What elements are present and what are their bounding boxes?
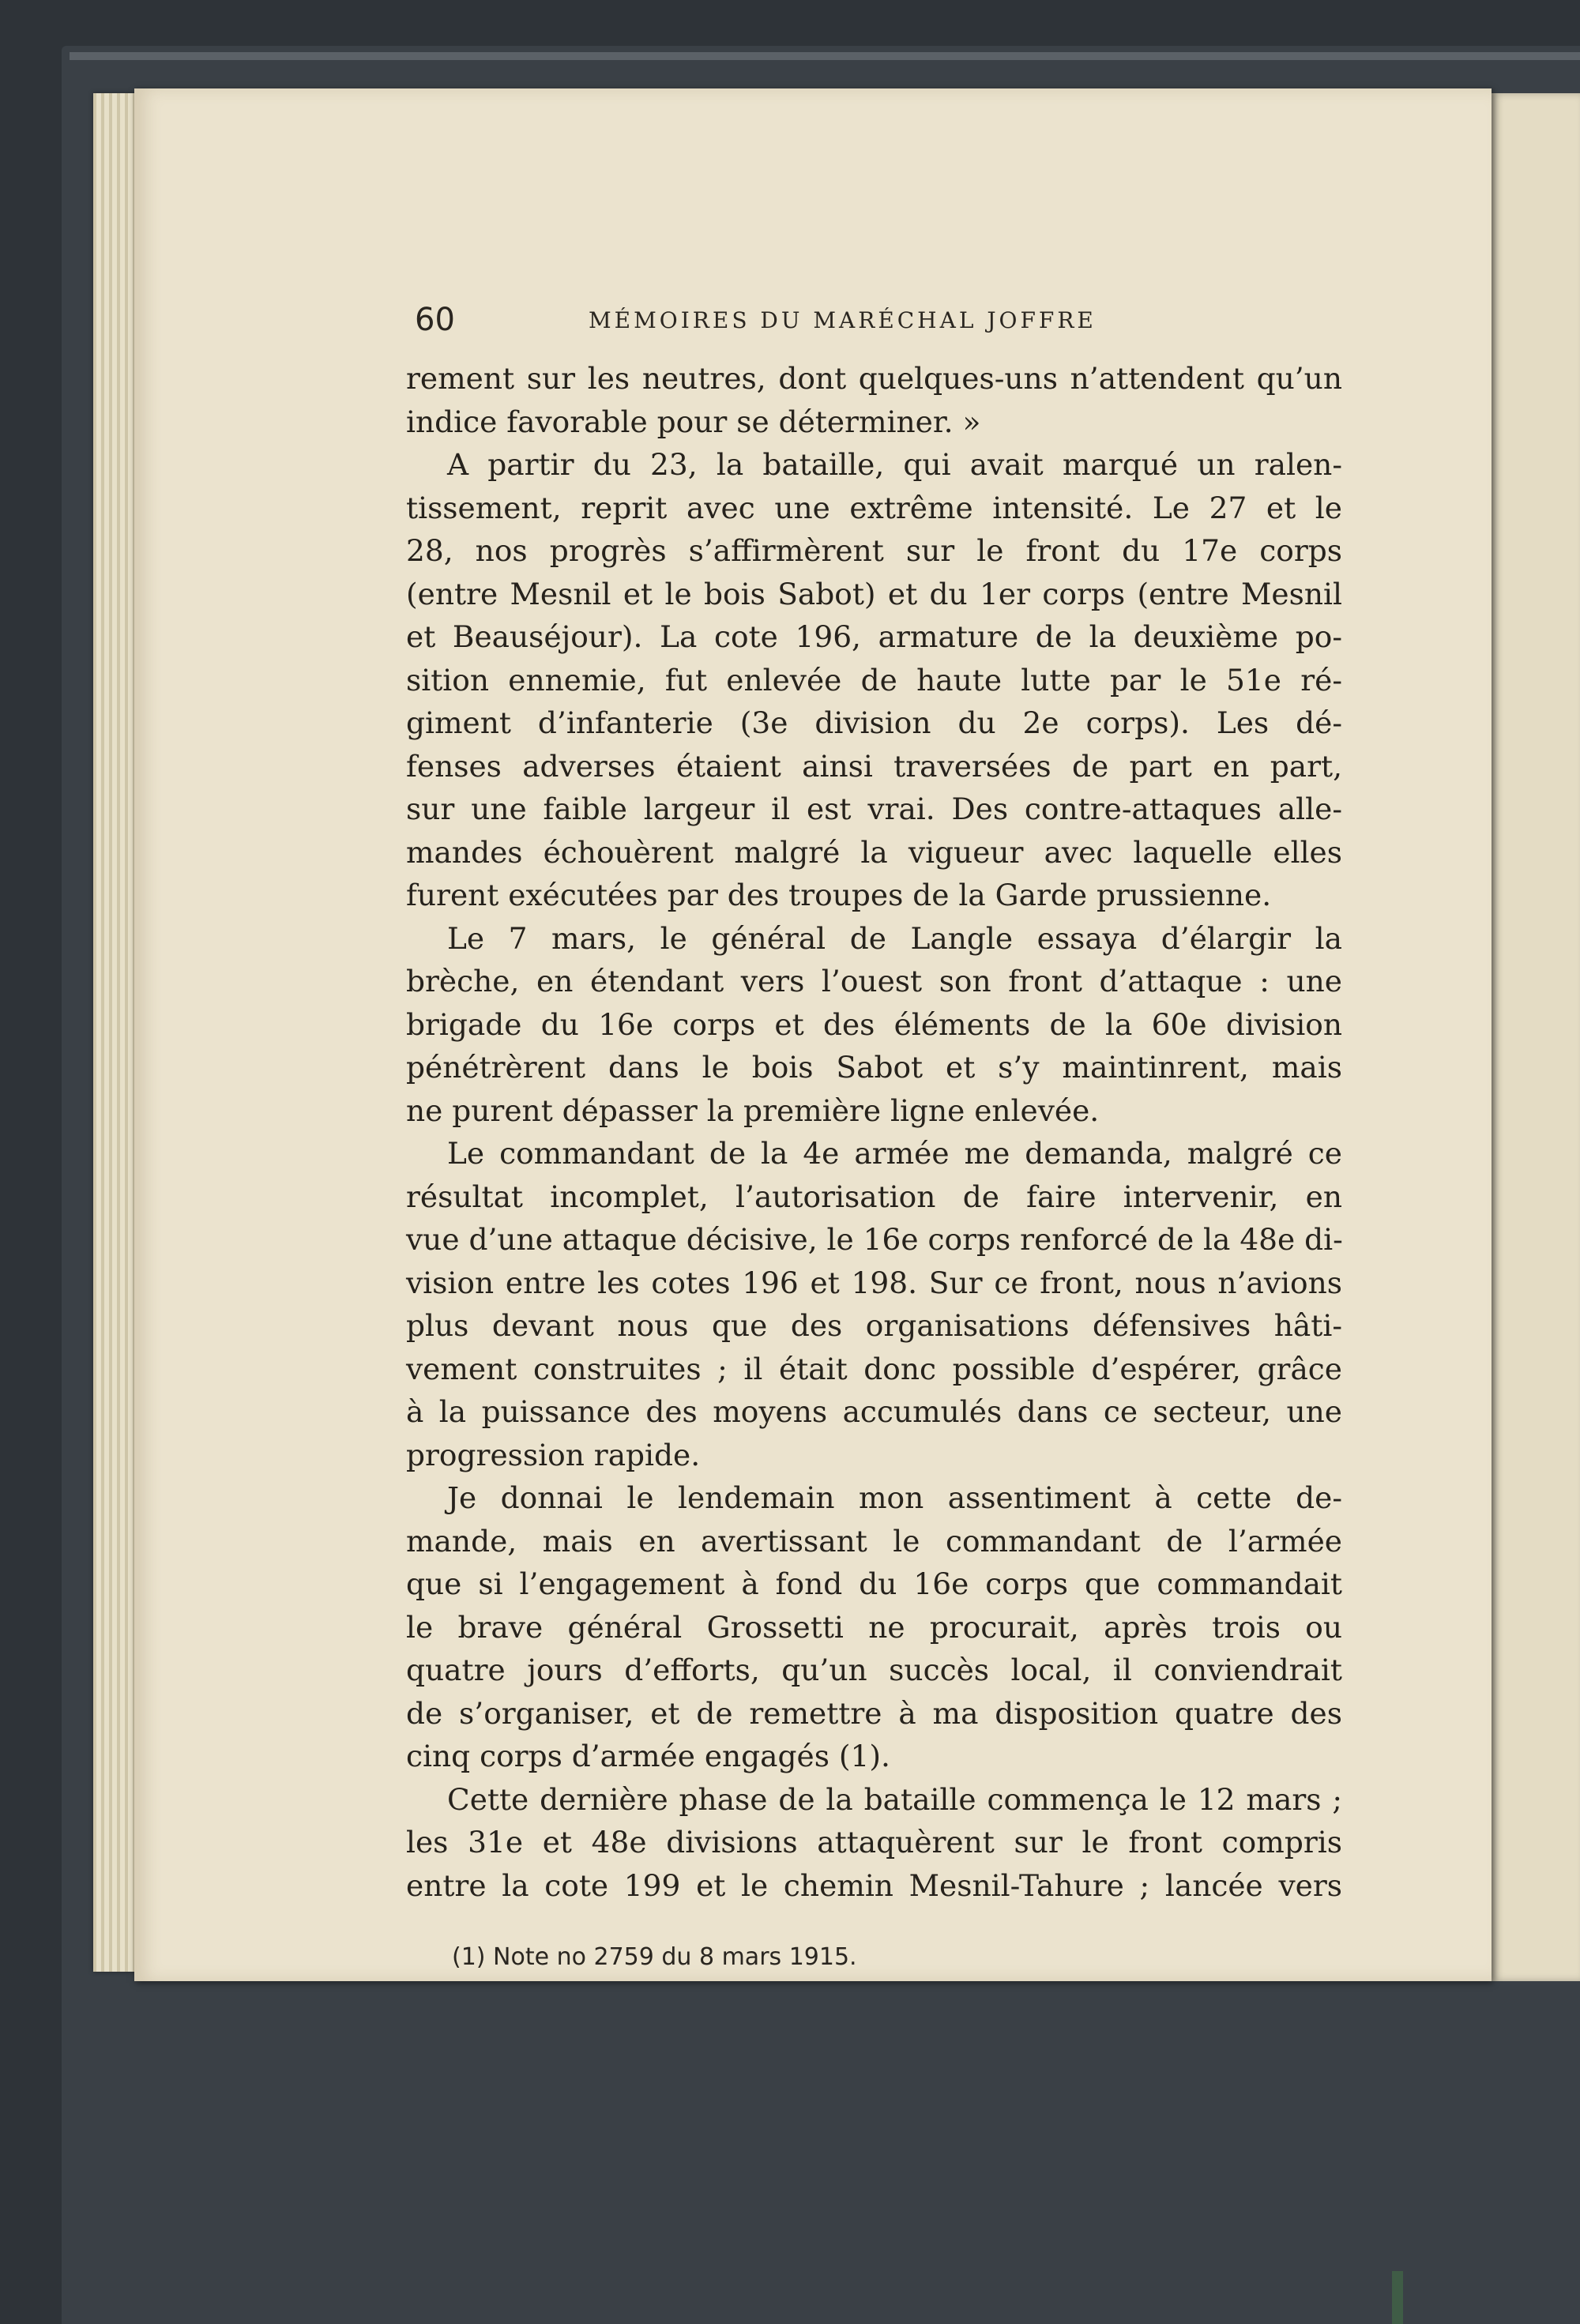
text-line: Le 7 mars, le général de Langle essaya d’élargir la: [447, 920, 1342, 956]
text-line: fenses adverses étaient ainsi traversées de part en part,: [406, 748, 1342, 784]
text-line: de s’organiser, et de remettre à ma disposition quatre des: [406, 1695, 1342, 1731]
text-line: A partir du 23, la bataille, qui avait marqué un ralen-: [447, 447, 1342, 482]
running-title: MÉMOIRES DU MARÉCHAL JOFFRE: [589, 307, 1097, 333]
body-text: [406, 357, 1342, 1907]
text-line: giment d’infanterie (3e division du 2e corps). Les dé-: [406, 705, 1342, 740]
text-line: pénétrèrent dans le bois Sabot et s’y maintinrent, mais: [406, 1050, 1342, 1085]
bookmark-ribbon: [1392, 2271, 1403, 2324]
text-line: cinq corps d’armée engagés (1).: [406, 1739, 890, 1773]
text-line: vement construites ; il était donc possible d’espérer, grâce: [406, 1351, 1342, 1386]
text-line: le brave général Grossetti ne procurait, après trois ou: [406, 1609, 1342, 1645]
text-line: (entre Mesnil et le bois Sabot) et du 1er corps (entre Mesnil: [406, 576, 1342, 611]
facing-page-edge: [1492, 93, 1580, 1981]
text-line: sur une faible largeur il est vrai. Des contre-attaques alle-: [406, 792, 1342, 826]
text-line: que si l’engagement à fond du 16e corps que commandait: [406, 1566, 1342, 1601]
text-line: vue d’une attaque décisive, le 16e corps renforcé de la 48e di-: [406, 1222, 1343, 1257]
text-line: mande, mais en avertissant le commandant de l’armée: [406, 1523, 1342, 1559]
text-line: brigade du 16e corps et des éléments de la 60e division: [406, 1006, 1342, 1042]
cover-edge: [70, 52, 1580, 60]
text-line: plus devant nous que des organisations défensives hâti-: [406, 1308, 1342, 1343]
text-line: quatre jours d’efforts, qu’un succès local, il conviendrait: [406, 1653, 1342, 1687]
text-line: Je donnai le lendemain mon assentiment à cette de-: [447, 1480, 1342, 1515]
text-line: indice favorable pour se déterminer. »: [406, 404, 981, 439]
text-line: brèche, en étendant vers l’ouest son front d’attaque : une: [406, 964, 1342, 998]
text-line: 28, nos progrès s’affirmèrent sur le front du 17e corps: [406, 533, 1342, 568]
text-line: tissement, reprit avec une extrême intensité. Le 27 et le: [406, 490, 1342, 525]
page-header: [415, 300, 1347, 340]
text-line: les 31e et 48e divisions attaquèrent sur le front compris: [406, 1825, 1342, 1860]
text-line: furent exécutées par des troupes de la Garde prussienne.: [406, 878, 1272, 912]
text-line: vision entre les cotes 196 et 198. Sur ce front, nous n’avions: [406, 1265, 1342, 1300]
text-line: Cette dernière phase de la bataille commença le 12 mars ;: [447, 1781, 1342, 1817]
text-line: entre la cote 199 et le chemin Mesnil-Tahure ; lancée vers: [406, 1867, 1342, 1903]
text-line: Le commandant de la 4e armée me demanda, malgré ce: [447, 1136, 1342, 1171]
text-line: sition ennemie, fut enlevée de haute lutte par le 51e ré-: [406, 662, 1342, 698]
footnote: (1) Note no 2759 du 8 mars 1915.: [452, 1943, 857, 1971]
text-line: ne purent dépasser la première ligne enlevée.: [406, 1092, 1100, 1128]
text-line: rement sur les neutres, dont quelques-uns n’attendent qu’un: [406, 361, 1342, 396]
text-line: mandes échouèrent malgré la vigueur avec laquelle elles: [406, 834, 1342, 870]
text-line: résultat incomplet, l’autorisation de faire intervenir, en: [406, 1179, 1342, 1214]
text-line: progression rapide.: [406, 1437, 701, 1472]
page-number: 60: [415, 302, 455, 338]
text-line: et Beauséjour). La cote 196, armature de la deuxième po-: [406, 619, 1342, 654]
text-line: à la puissance des moyens accumulés dans ce secteur, une: [406, 1394, 1342, 1429]
